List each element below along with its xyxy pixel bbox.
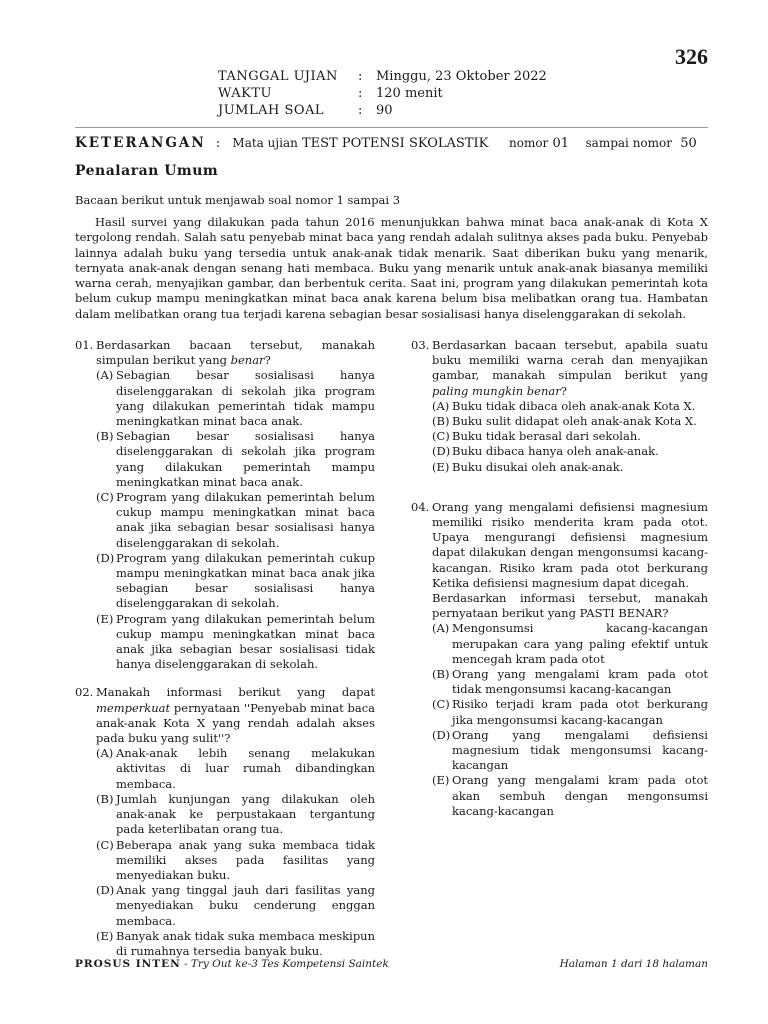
reading-passage: Hasil survei yang dilakukan pada tahun 2016 menunjukkan bahwa minat baca anak-anak di Kota X tergolong rendah. Salah satu penyebab minat baca yang rendah adalah sulitnya akses pada buku. Penyebab lainnya adalah buku yang tersedia untuk anak-anak tidak menarik. Saat diberikan buku yang menarik, ternyata anak-anak dengan senang hati membaca. Buku yang menarik untuk anak-anak biasanya memiliki warna cerah, menyajikan gambar, dan berbentuk cerita. Saat ini, program yang dilakukan pemerintah kota belum cukup mampu meningkatkan minat baca anak karena belum bisa melibatkan orang tua. Hambatan dalam melibatkan orang tua terjadi karena sebagian besar sosialisasi hanya diselenggarakan di sekolah. (75, 215, 708, 321)
option-e[interactable] (96, 929, 375, 959)
option-letter: (A) (432, 621, 450, 636)
range-from: 01 (552, 136, 569, 151)
option-letter: (E) (96, 928, 114, 943)
option-e[interactable] (96, 612, 375, 673)
option-letter: (A) (96, 368, 114, 383)
keterangan-colon: : (215, 136, 221, 151)
option-text: Mengonsumsi kacang-kacangan merupakan cara yang paling efektif untuk mencegah kram pada otot (452, 621, 708, 666)
range-to: 50 (680, 136, 697, 151)
option-text: Orang yang mengalami defisiensi magnesium tidak mengonsumsi kacang-kacangan (452, 727, 708, 773)
colon: : (358, 103, 363, 118)
stem-text: Berdasarkan bacaan tersebut, manakah simpulan berikut yang (96, 338, 375, 368)
option-text: Sebagian besar sosialisasi hanya diselenggarakan di sekolah jika program yang dilakukan pemerintah tidak mampu meningkatkan minat baca anak. (116, 368, 375, 429)
option-letter: (D) (96, 550, 115, 565)
option-text: Anak-anak lebih senang melakukan aktivitas di luar rumah dibandingkan membaca. (116, 746, 375, 791)
option-a[interactable] (96, 368, 375, 429)
option-b[interactable] (432, 667, 708, 697)
option-text: Orang yang mengalami kram pada otot tidak mengonsumsi kacang-kacangan (452, 667, 708, 697)
option-e[interactable] (432, 773, 708, 819)
option-text: Program yang dilakukan pemerintah cukup mampu meningkatkan minat baca anak jika sebagian besar sosialisasi hanya diselenggarakan di sekolah. (116, 550, 375, 611)
question-stem (96, 338, 375, 368)
option-d[interactable] (96, 883, 375, 929)
option-text: Program yang dilakukan pemerintah belum cukup mampu meningkatkan minat baca anak jika sebagian besar sosialisasi hanya diselenggarakan di sekolah. (116, 490, 375, 550)
option-c[interactable] (432, 429, 708, 444)
option-letter: (D) (96, 883, 115, 898)
option-letter: (C) (96, 490, 114, 505)
question-count-label: JUMLAH SOAL (218, 103, 325, 118)
question-count-row (218, 102, 547, 119)
option-text: Beberapa anak yang suka membaca tidak memiliki akses pada fasilitas yang menyediakan buku. (116, 837, 375, 882)
option-text: Sebagian besar sosialisasi hanya diselenggarakan di sekolah jika program yang dilakukan pemerintah mampu meningkatkan minat baca anak. (116, 429, 375, 489)
page-number: 326 (675, 44, 708, 69)
option-letter: (A) (432, 398, 450, 413)
question-04 (411, 500, 708, 819)
subject-name: TEST POTENSI SKOLASTIK (301, 136, 489, 151)
option-letter: (B) (432, 414, 450, 429)
reading-intro: Bacaan berikut untuk menjawab soal nomor 1 sampai 3 (75, 193, 401, 207)
stem-text: Berdasarkan bacaan tersebut, apabila suatu buku memiliki warna cerah dan menyajikan gambar, manakah simpulan berikut yang (432, 338, 708, 383)
exam-meta (218, 68, 547, 119)
option-d[interactable] (432, 444, 708, 459)
option-text: Buku disukai oleh anak-anak. (452, 459, 624, 474)
option-b[interactable] (96, 429, 375, 490)
option-text: Buku tidak dibaca oleh anak-anak Kota X. (452, 398, 696, 413)
option-letter: (D) (432, 444, 451, 459)
option-text: Risiko terjadi kram pada otot berkurang jika mengonsumsi kacang-kacangan (452, 697, 708, 727)
colon: : (358, 86, 363, 101)
option-a[interactable] (432, 399, 708, 414)
question-01 (75, 338, 375, 672)
question-number: 04. (411, 499, 430, 514)
question-stem (96, 685, 375, 746)
nomor-label: nomor (509, 136, 549, 150)
option-d[interactable] (432, 728, 708, 774)
option-b[interactable] (96, 792, 375, 838)
option-letter: (B) (96, 791, 114, 806)
exam-duration-value: 120 menit (376, 86, 443, 101)
keterangan-label: KETERANGAN (75, 135, 206, 151)
question-stem: Orang yang mengalami defisiensi magnesium memiliki risiko menderita kram pada otot. Upaya mengurangi defisiensi magnesium dapat dilakukan dengan mengonsumsi kacang-kacangan. Risiko kram pada otot berkurang Ketika defisiensi magnesium dapat dicegah. (432, 499, 708, 590)
keterangan-line (75, 135, 697, 151)
stem-emphasis: memperkuat (96, 700, 171, 715)
option-letter: (D) (432, 727, 451, 742)
question-03 (411, 338, 708, 475)
option-text: Anak yang tinggal jauh dari fasilitas yang menyediakan buku cenderung enggan membaca. (116, 883, 375, 928)
mata-ujian-label: Mata ujian (232, 136, 298, 150)
colon: : (358, 69, 363, 84)
left-column (75, 338, 375, 972)
question-number: 01. (75, 338, 94, 352)
option-letter: (C) (432, 429, 450, 444)
option-letter: (B) (96, 429, 114, 444)
option-text: Orang yang mengalami kram pada otot akan sembuh dengan mengonsumsi kacang-kacangan (452, 773, 708, 818)
option-b[interactable] (432, 414, 708, 429)
footer-tagline: - Try Out ke-3 Tes Kompetensi Saintek (180, 958, 389, 970)
option-text: Program yang dilakukan pemerintah belum cukup mampu meningkatkan minat baca anak jika sebagian besar sosialisasi tidak hanya diselenggarakan di sekolah. (116, 611, 375, 672)
option-letter: (E) (96, 611, 114, 626)
brand-name: PROSUS INTEN (75, 958, 181, 970)
stem-text: ? (560, 383, 567, 398)
question-number: 03. (411, 338, 430, 352)
option-letter: (A) (96, 746, 114, 761)
stem-text: pernyataan ''Penyebab minat baca anak-anak Kota X yang rendah adalah akses pada buku yang sulit''? (96, 700, 375, 746)
option-letter: (C) (96, 837, 114, 852)
exam-date-label: TANGGAL UJIAN (218, 69, 338, 84)
option-text: Jumlah kunjungan yang dilakukan oleh anak-anak ke perpustakaan tergantung pada keterlibatan orang tua. (116, 791, 375, 837)
right-column (411, 338, 708, 832)
option-text: Buku tidak berasal dari sekolah. (452, 429, 641, 444)
option-c[interactable] (96, 838, 375, 884)
section-title: Penalaran Umum (75, 163, 219, 179)
option-c[interactable] (96, 490, 375, 551)
option-letter: (B) (432, 667, 450, 682)
option-letter: (E) (432, 773, 450, 788)
stem-emphasis: benar (230, 353, 265, 368)
option-text: Banyak anak tidak suka membaca meskipun di rumahnya tersedia banyak buku. (116, 928, 375, 958)
option-d[interactable] (96, 551, 375, 612)
option-e[interactable] (432, 460, 708, 475)
exam-date-row (218, 68, 547, 85)
option-a[interactable] (96, 746, 375, 792)
option-c[interactable] (432, 697, 708, 727)
question-02 (75, 685, 375, 959)
footer-brand (75, 958, 389, 970)
question-stem (432, 338, 708, 399)
exam-duration-row (218, 85, 547, 102)
exam-date-value: Minggu, 23 Oktober 2022 (376, 69, 547, 84)
option-a[interactable] (432, 621, 708, 667)
option-text: Buku dibaca hanya oleh anak-anak. (452, 444, 659, 459)
question-stem-2: Berdasarkan informasi tersebut, manakah pernyataan berikut yang PASTI BENAR? (432, 591, 708, 621)
header-divider (75, 127, 708, 128)
footer-page-indicator: Halaman 1 dari 18 halaman (559, 958, 708, 970)
sampai-label: sampai nomor (585, 136, 672, 150)
stem-text: ? (264, 353, 271, 368)
option-text: Buku sulit didapat oleh anak-anak Kota X. (452, 414, 697, 429)
stem-emphasis: paling mungkin benar (432, 383, 561, 398)
question-count-value: 90 (376, 103, 393, 118)
option-letter: (C) (432, 697, 450, 712)
exam-duration-label: WAKTU (218, 86, 272, 101)
question-number: 02. (75, 685, 94, 700)
option-letter: (E) (432, 459, 450, 474)
stem-text: Manakah informasi berikut yang dapat (96, 685, 375, 700)
